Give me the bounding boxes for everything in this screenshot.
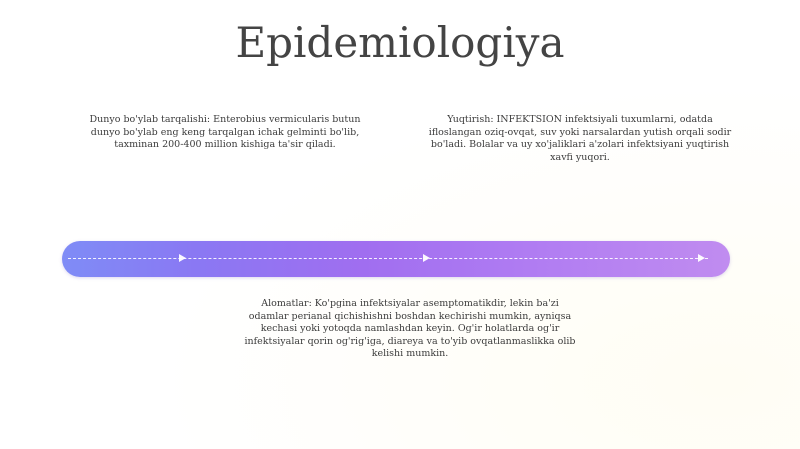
arrow-right-icon (179, 254, 186, 262)
timeline-dashed-line (68, 258, 708, 259)
spread-text: Dunyo bo'ylab tarqalishi: Enterobius vermicularis butun dunyo bo'ylab eng keng tarqalgan ichak gelminti bo'lib, taxminan 200-400 million kishiga ta'sir qiladi. (89, 114, 361, 150)
page-title: Epidemiologiya (235, 18, 565, 67)
arrow-right-icon (423, 254, 430, 262)
transmission-text: Yuqtirish: INFEKTSION infektsiyali tuxumlarni, odatda ifloslangan oziq-ovqat, suv yoki narsalardan yutish orqali sodir bo'ladi. Bolalar va uy xo'jaliklari a'zolari infektsiyani yuqtirish xavfi yuqori. (428, 114, 732, 163)
symptoms-text: Alomatlar: Ko'pgina infektsiyalar asemptomatikdir, lekin ba'zi odamlar perianal qichishishni boshdan kechirishi mumkin, ayniqsa kechasi yoki yotoqda namlashdan keyin. Og'ir holatlarda og'ir infektsiyalar qorin og'rig'iga, diareya va to'yib ovqatlanmaslikka olib kelishi mumkin. (244, 298, 576, 359)
timeline-bar (62, 241, 730, 277)
arrow-right-icon (698, 254, 705, 262)
